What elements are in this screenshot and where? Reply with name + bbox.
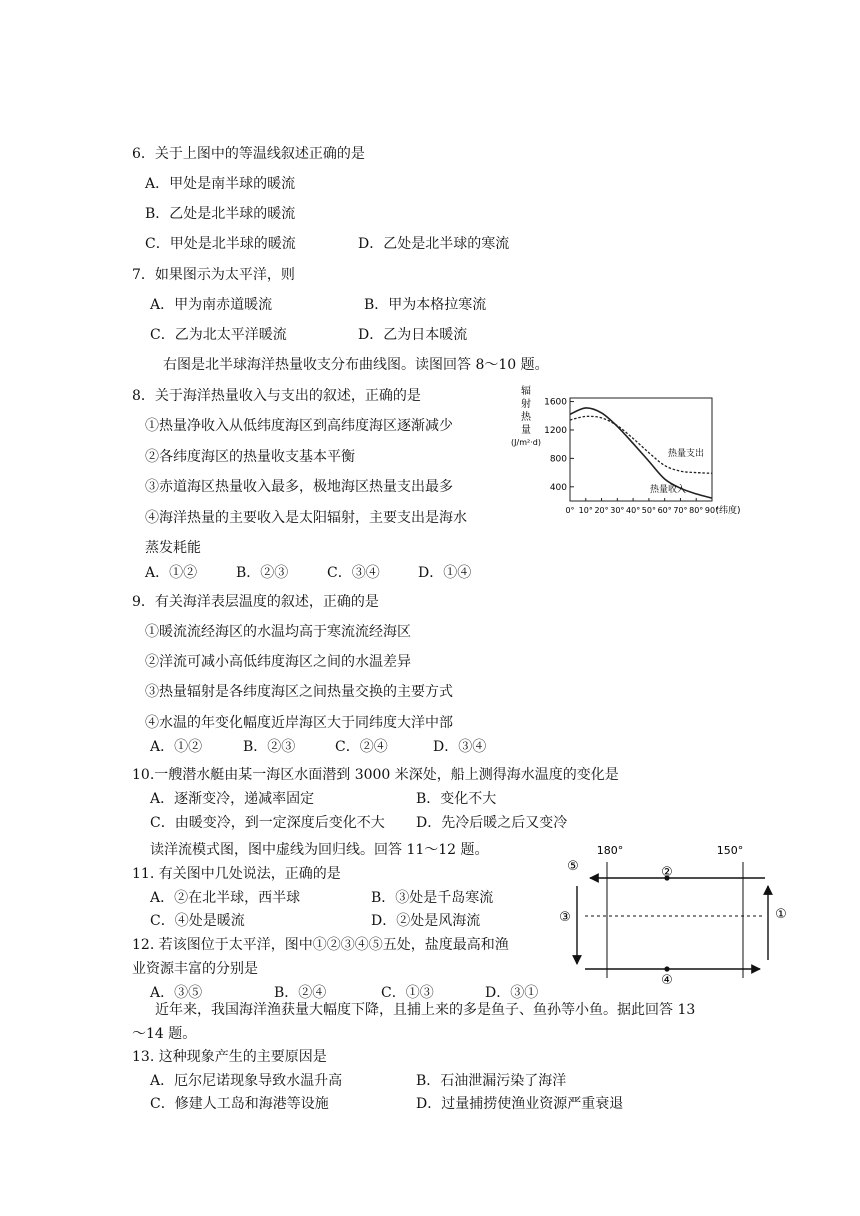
q9-option-b: B．②③ bbox=[243, 739, 296, 755]
q10-option-a: A．逐渐变冷，递减率固定 bbox=[150, 791, 315, 807]
q6-option-c: C．甲处是北半球的暖流 bbox=[145, 236, 296, 252]
q13-option-b: B．石油泄漏污染了海洋 bbox=[416, 1073, 567, 1089]
y-tick-label: 400 bbox=[549, 482, 567, 493]
q7-option-d: D．乙为日本暖流 bbox=[358, 327, 468, 343]
q8-statement-3: ③赤道海区热量收入最多，极地海区热量支出最多 bbox=[145, 479, 453, 495]
q10-option-c: C．由暖变冷，到一定深度后变化不大 bbox=[150, 815, 385, 831]
q8-option-b: B．②③ bbox=[236, 565, 289, 581]
q12-option-b: B．②④ bbox=[274, 985, 327, 1001]
y-tick-label: 1200 bbox=[544, 425, 567, 436]
x-tick-label: 50° bbox=[641, 506, 656, 515]
q12-stem-cont: 业资源丰富的分别是 bbox=[132, 961, 258, 977]
q10-stem: 10.一艘潜水艇由某一海区水面潜到 3000 米深处，船上测得海水温度的变化是 bbox=[132, 767, 619, 783]
q12-option-a: A．③⑤ bbox=[150, 985, 203, 1001]
label-point-3: ③ bbox=[559, 910, 571, 925]
q13-option-a: A．厄尔尼诺现象导致水温升高 bbox=[150, 1073, 343, 1089]
q8-option-a: A．①② bbox=[145, 565, 198, 581]
q6-stem: 6．关于上图中的等温线叙述正确的是 bbox=[132, 146, 365, 162]
q8-statement-4-cont: 蒸发耗能 bbox=[145, 540, 201, 556]
svg-text:射: 射 bbox=[521, 399, 531, 410]
q11-option-a: A．②在北半球，西半球 bbox=[150, 890, 301, 906]
q9-stem: 9．有关海洋表层温度的叙述，正确的是 bbox=[132, 594, 379, 610]
longitude-150: 150° bbox=[716, 844, 744, 857]
x-tick-label: 0° bbox=[565, 506, 575, 515]
q13-option-d: D．过量捕捞使渔业资源严重衰退 bbox=[416, 1096, 624, 1112]
q11-stem: 11. 有关图中几处说法，正确的是 bbox=[132, 866, 341, 882]
q8-option-c: C．③④ bbox=[327, 565, 380, 581]
q9-option-c: C．②④ bbox=[335, 739, 388, 755]
q9-statement-4: ④水温的年变化幅度近岸海区大于同纬度大洋中部 bbox=[145, 715, 453, 731]
q6-option-b: B．乙处是北半球的暖流 bbox=[145, 206, 296, 222]
y-axis-title bbox=[521, 384, 532, 436]
q8-option-d: D．①④ bbox=[418, 565, 472, 581]
q11-option-d: D．②处是风海流 bbox=[371, 913, 481, 929]
x-tick-label: 30° bbox=[610, 506, 625, 515]
q7-option-a: A．甲为南赤道暖流 bbox=[150, 297, 273, 313]
x-tick-label: 80° bbox=[689, 506, 704, 515]
q9-statement-2: ②洋流可减小高低纬度海区之间的水温差异 bbox=[145, 654, 411, 670]
label-heat-income: 热量收入 bbox=[650, 485, 687, 495]
q9-option-a: A．①② bbox=[150, 739, 203, 755]
q7-stem: 7．如果图示为太平洋，则 bbox=[132, 267, 295, 283]
series-line-heat-expense bbox=[570, 416, 712, 473]
q10-option-b: B．变化不大 bbox=[416, 791, 497, 807]
intro-11-12: 读洋流模式图，图中虚线为回归线。回答 11～12 题。 bbox=[150, 842, 489, 858]
q8-statement-2: ②各纬度海区的热量收支基本平衡 bbox=[145, 449, 355, 465]
label-point-5: ⑤ bbox=[567, 859, 579, 874]
q8-statement-1: ①热量净收入从低纬度海区到高纬度海区逐渐减少 bbox=[145, 418, 453, 434]
y-tick-label: 1600 bbox=[544, 397, 567, 408]
intro-8-10: 右图是北半球海洋热量收支分布曲线图。读图回答 8～10 题。 bbox=[163, 357, 549, 373]
label-point-4: ④ bbox=[661, 973, 673, 988]
q12-option-d: D．③① bbox=[485, 985, 539, 1001]
label-point-2: ② bbox=[661, 865, 673, 880]
q7-option-b: B．甲为本格拉寒流 bbox=[364, 297, 487, 313]
svg-text:热: 热 bbox=[521, 412, 531, 423]
q13-option-c: C．修建人工岛和海港等设施 bbox=[150, 1096, 329, 1112]
q9-statement-3: ③热量辐射是各纬度海区之间热量交换的主要方式 bbox=[145, 684, 453, 700]
x-tick-label: 40° bbox=[626, 506, 641, 515]
longitude-180: 180° bbox=[596, 844, 624, 857]
x-tick-label: 60° bbox=[657, 506, 672, 515]
q6-option-a: A．甲处是南半球的暖流 bbox=[145, 176, 296, 192]
svg-text:辐: 辐 bbox=[521, 386, 531, 397]
q9-statement-1: ①暖流流经海区的水温均高于寒流流经海区 bbox=[145, 624, 411, 640]
q8-stem: 8．关于海洋热量收入与支出的叙述，正确的是 bbox=[132, 388, 421, 404]
intro-13-14: 近年来，我国海洋渔获量大幅度下降，且捕上来的多是鱼子、鱼孙等小鱼。据此回答 13 bbox=[155, 1002, 696, 1018]
heat-budget-chart bbox=[500, 380, 760, 525]
label-heat-expense: 热量支出 bbox=[668, 449, 705, 459]
q13-stem: 13. 这种现象产生的主要原因是 bbox=[132, 1049, 327, 1065]
q7-option-c: C．乙为北太平洋暖流 bbox=[150, 327, 287, 343]
intro-13-14-cont: ～14 题。 bbox=[132, 1026, 197, 1042]
q11-option-b: B．③处是千岛寒流 bbox=[371, 890, 494, 906]
x-tick-label: 90° bbox=[704, 506, 720, 515]
q6-option-d: D．乙处是北半球的寒流 bbox=[358, 236, 510, 252]
q11-option-c: C．④处是暖流 bbox=[150, 913, 245, 929]
q10-option-d: D．先冷后暖之后又变冷 bbox=[416, 815, 568, 831]
point-4-dot bbox=[664, 966, 669, 971]
x-tick-label: 10° bbox=[578, 506, 593, 515]
svg-text:量: 量 bbox=[521, 425, 531, 436]
y-tick-label: 800 bbox=[549, 454, 567, 465]
q12-option-c: C．①③ bbox=[381, 985, 434, 1001]
ocean-current-diagram bbox=[555, 838, 800, 988]
q9-option-d: D．③④ bbox=[433, 739, 487, 755]
label-point-1: ① bbox=[775, 907, 787, 922]
x-tick-label: 70° bbox=[673, 506, 688, 515]
q12-stem: 12. 若该图位于太平洋，图中①②③④⑤五处，盐度最高和渔 bbox=[132, 937, 509, 953]
x-tick-label: 20° bbox=[594, 506, 609, 515]
x-axis-unit: (纬度) bbox=[715, 506, 741, 516]
q8-statement-4: ④海洋热量的主要收入是太阳辐射，主要支出是海水 bbox=[145, 510, 467, 526]
y-axis-unit: (J/m²·d) bbox=[511, 438, 541, 447]
